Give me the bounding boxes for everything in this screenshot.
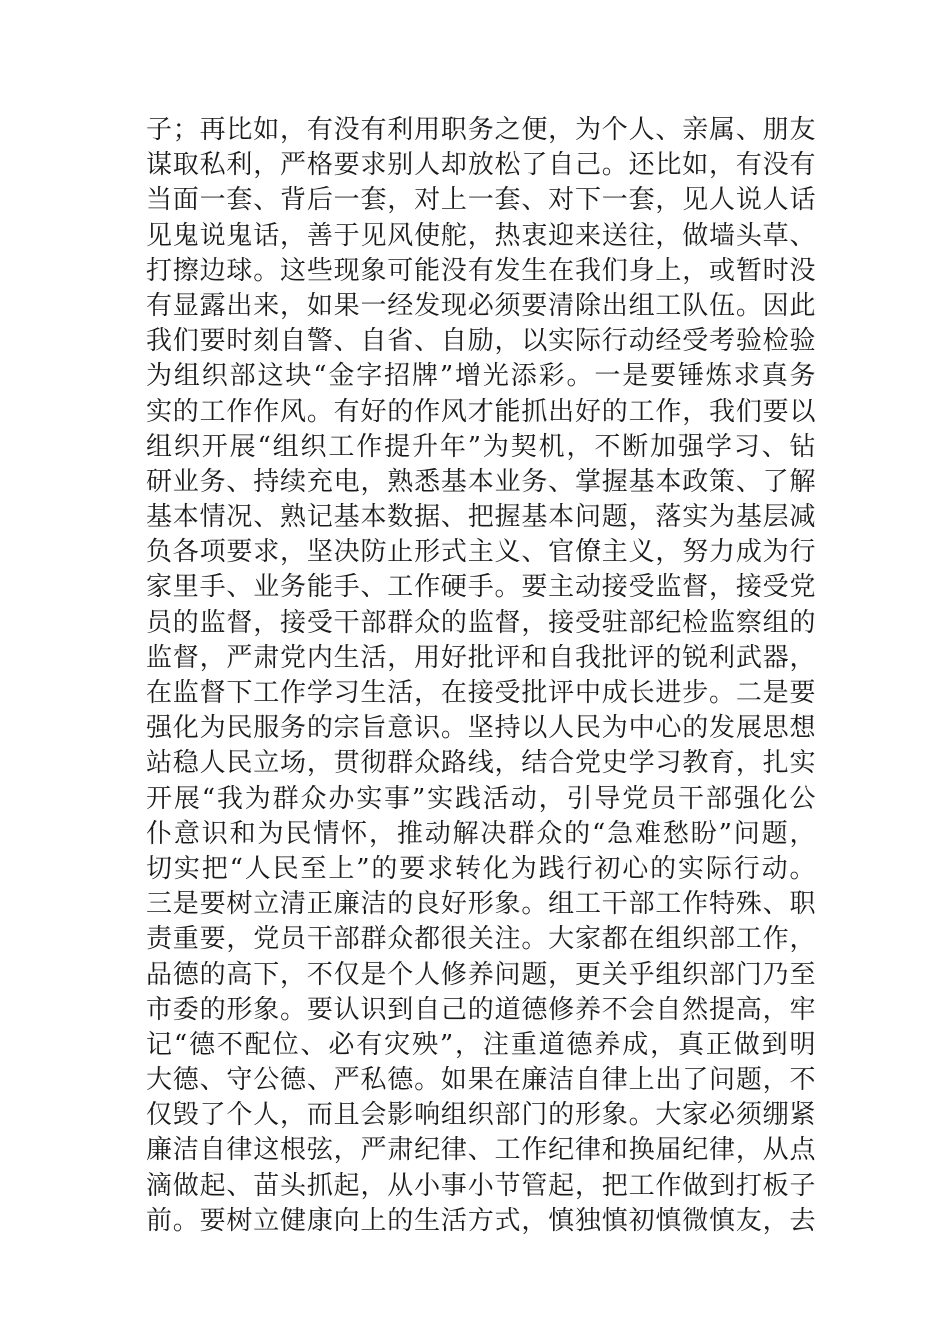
text-line: 子；再比如，有没有利用职务之便，为个人、亲属、朋友 (146, 115, 816, 145)
text-line: 见鬼说鬼话，善于见风使舵，热衷迎来送往，做墙头草、 (146, 220, 816, 251)
text-line: 监督，严肃党内生活，用好批评和自我批评的锐利武器， (146, 642, 816, 673)
text-line: 打擦边球。这些现象可能没有发生在我们身上，或暂时没 (146, 255, 816, 286)
text-line: 基本情况、熟记基本数据、把握基本问题，落实为基层减 (146, 502, 816, 533)
text-line: 切实把“人民至上”的要求转化为践行初心的实际行动。 (146, 853, 816, 884)
text-line: 在监督下工作学习生活，在接受批评中成长进步。二是要 (146, 678, 816, 708)
text-line: 实的工作作风。有好的作风才能抓出好的工作，我们要以 (146, 396, 816, 427)
text-line: 记“德不配位、必有灾殃”，注重道德养成，真正做到明 (146, 1029, 816, 1060)
text-line: 负各项要求，坚决防止形式主义、官僚主义，努力成为行 (146, 537, 816, 568)
text-line: 为组织部这块“金字招牌”增光添彩。一是要锤炼求真务 (146, 361, 816, 392)
body-text (146, 113, 816, 1239)
text-line: 有显露出来，如果一经发现必须要清除出组工队伍。因此 (146, 290, 816, 321)
text-line: 强化为民服务的宗旨意识。坚持以人民为中心的发展思想 (146, 713, 816, 744)
text-line: 滴做起、苗头抓起，从小事小节管起，把工作做到打板子 (146, 1170, 816, 1201)
text-line: 站稳人民立场，贯彻群众路线，结合党史学习教育，扎实 (146, 748, 816, 779)
text-line: 品德的高下，不仅是个人修养问题，更关乎组织部门乃至 (146, 959, 816, 990)
text-line: 前。要树立健康向上的生活方式，慎独慎初慎微慎友，去 (146, 1205, 816, 1236)
text-line: 家里手、业务能手、工作硬手。要主动接受监督，接受党 (146, 572, 816, 603)
text-line: 仅毁了个人，而且会影响组织部门的形象。大家必须绷紧 (146, 1100, 816, 1131)
text-line: 谋取私利，严格要求别人却放松了自己。还比如，有没有 (146, 150, 816, 181)
text-line: 责重要，党员干部群众都很关注。大家都在组织部工作， (146, 924, 816, 955)
text-line: 员的监督，接受干部群众的监督，接受驻部纪检监察组的 (146, 607, 816, 638)
text-line: 仆意识和为民情怀，推动解决群众的“急难愁盼”问题， (146, 818, 816, 849)
text-line: 当面一套、背后一套，对上一套、对下一套，见人说人话 (146, 185, 816, 216)
text-line: 廉洁自律这根弦，严肃纪律、工作纪律和换届纪律，从点 (146, 1135, 816, 1166)
text-line: 市委的形象。要认识到自己的道德修养不会自然提高，牢 (146, 994, 816, 1025)
text-line: 我们要时刻自警、自省、自励，以实际行动经受考验检验 (146, 326, 816, 357)
text-line: 三是要树立清正廉洁的良好形象。组工干部工作特殊、职 (146, 889, 816, 920)
text-line: 组织开展“组织工作提升年”为契机，不断加强学习、钻 (146, 431, 816, 462)
text-line: 研业务、持续充电，熟悉基本业务、掌握基本政策、了解 (146, 466, 816, 497)
text-line: 大德、守公德、严私德。如果在廉洁自律上出了问题，不 (146, 1065, 816, 1096)
text-line: 开展“我为群众办实事”实践活动，引导党员干部强化公 (146, 783, 816, 814)
